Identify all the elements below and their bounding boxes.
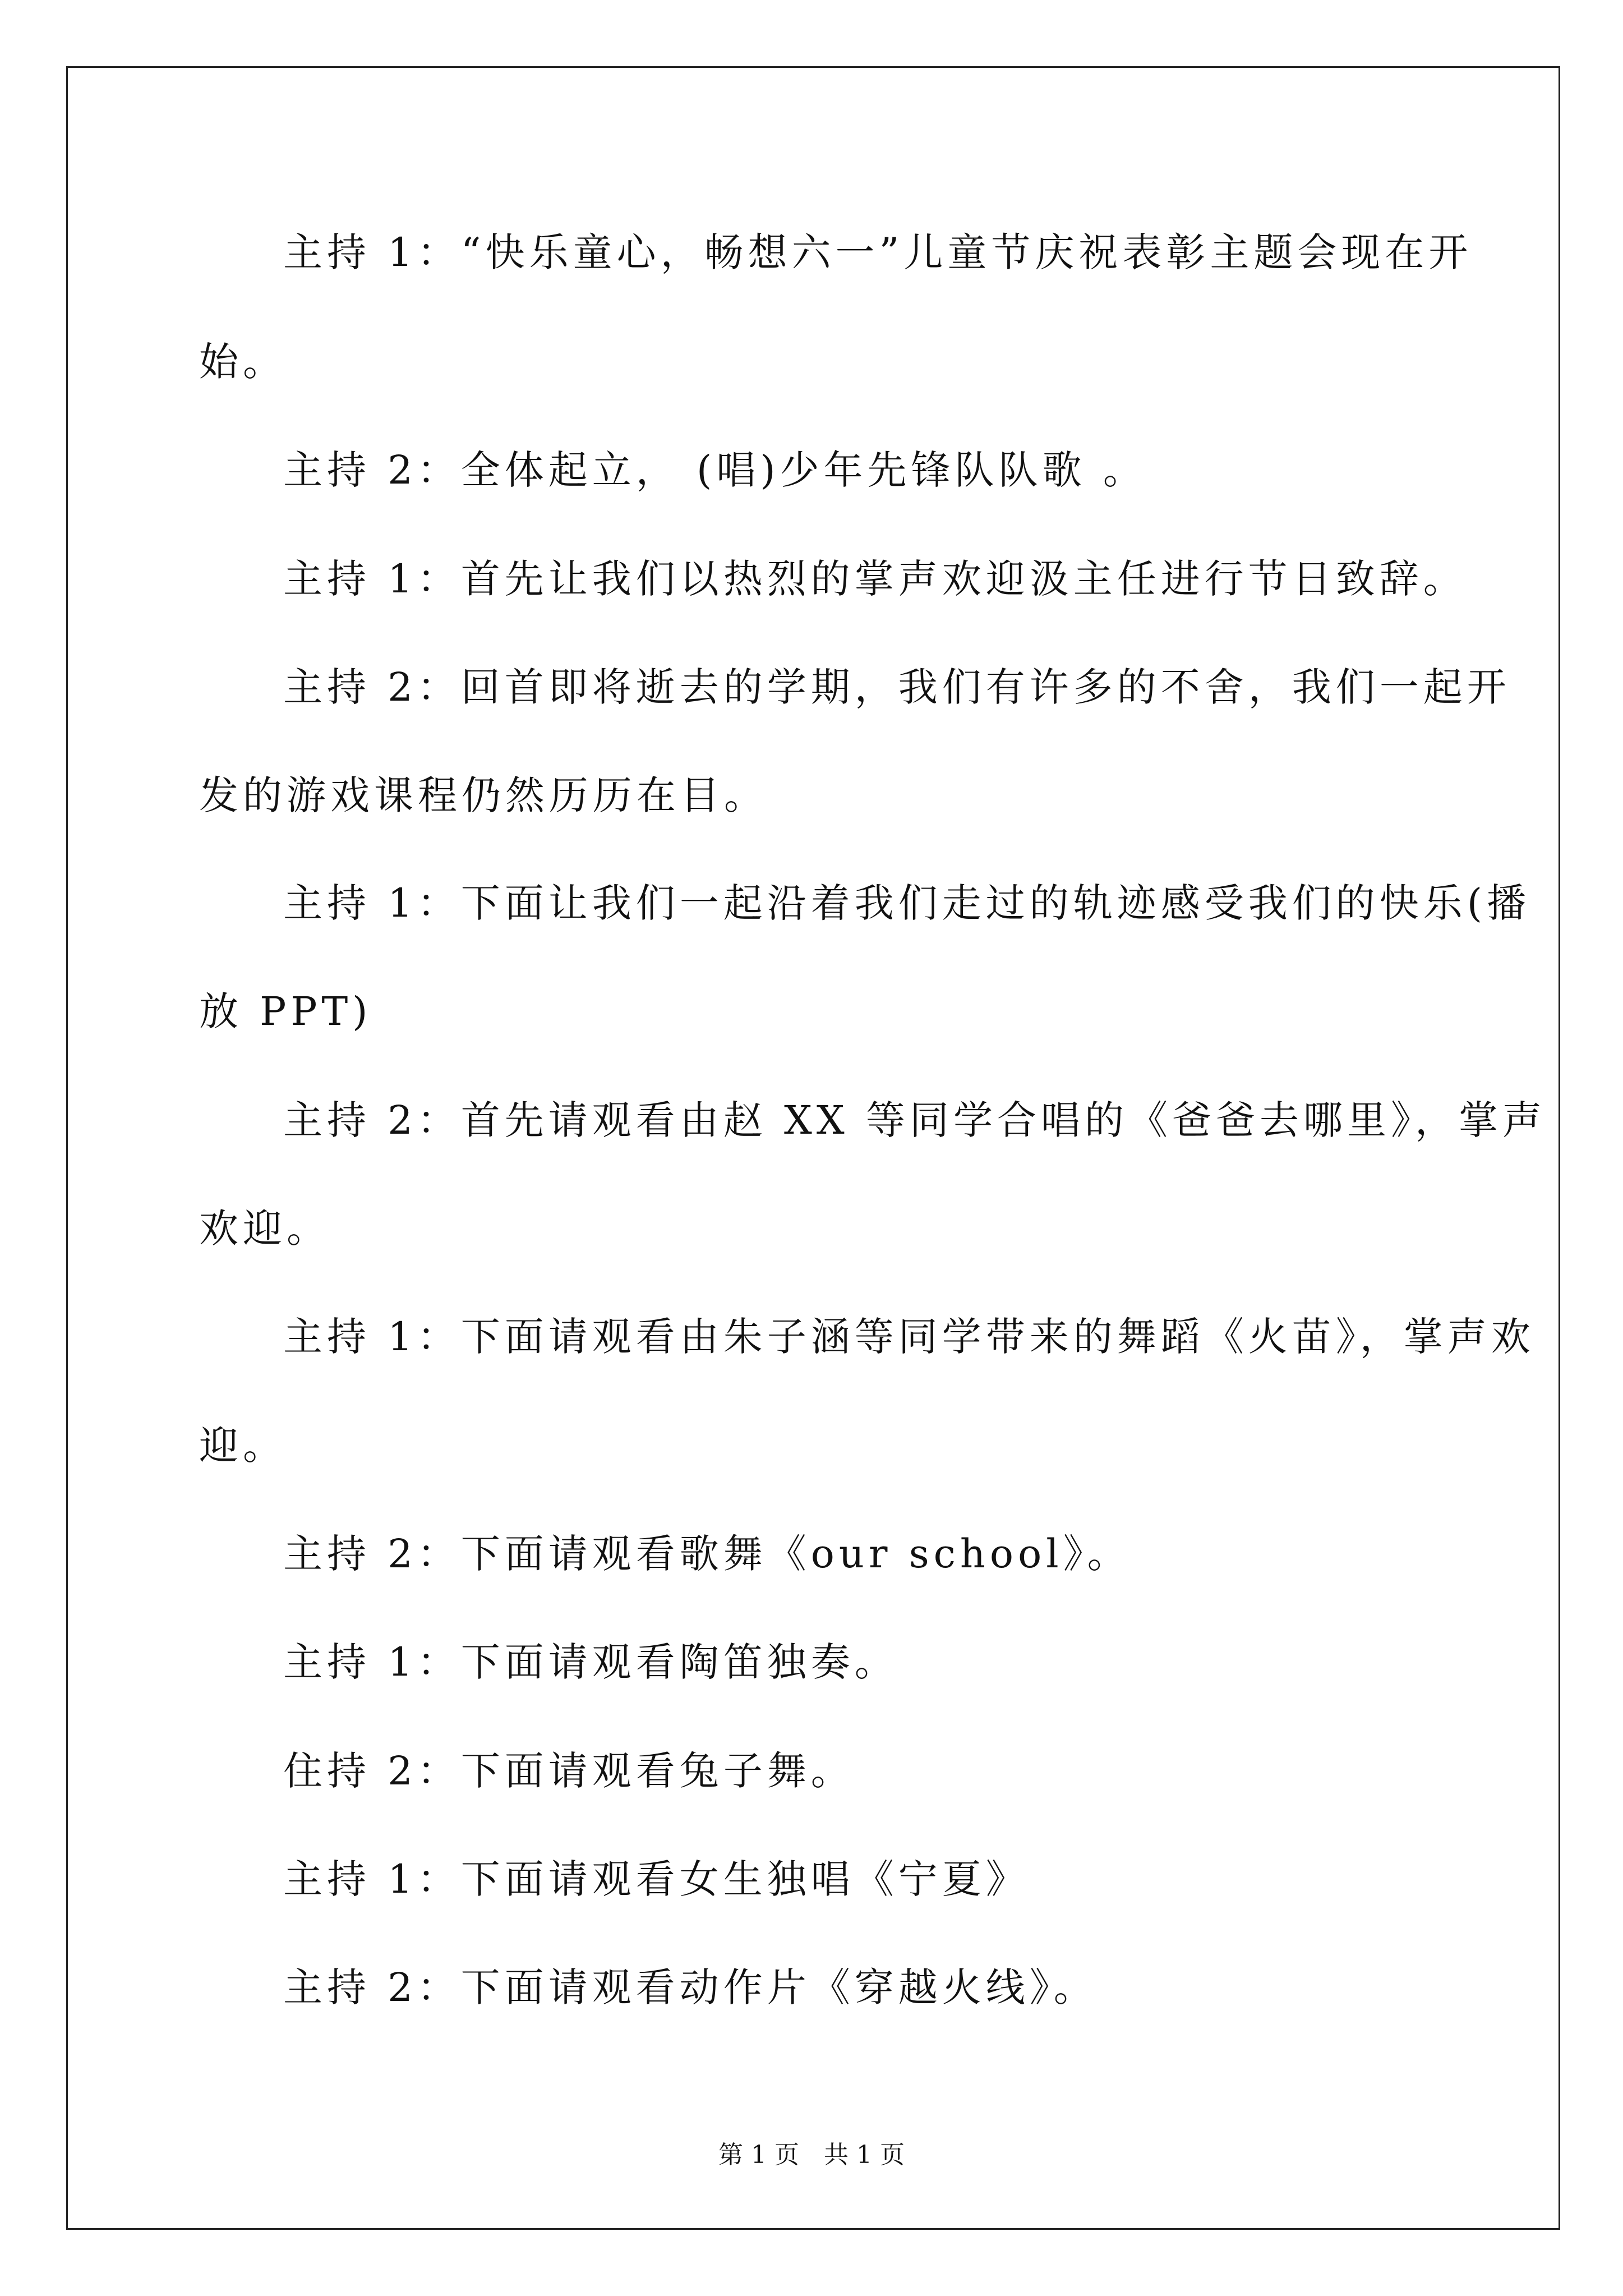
paragraph-line: 主持 1：首先让我们以热烈的掌声欢迎汲主任进行节日致辞。 [283,556,1467,602]
paragraph-line: 主持 2：回首即将逝去的学期，我们有许多的不舍，我们一起开 [283,664,1511,710]
paragraph-line: 迎。 [199,1423,287,1469]
paragraph-line: 主持 2：下面请观看动作片《穿越火线》。 [283,1964,1098,2010]
paragraph-line: 发的游戏课程仍然历历在目。 [199,772,768,818]
paragraph-line: 主持 1：下面请观看陶笛独奏。 [283,1639,898,1685]
paragraph-line: 住持 2：下面请观看兔子舞。 [283,1748,855,1794]
paragraph-line: 主持 1：下面请观看由朱子涵等同学带来的舞蹈《火苗》，掌声欢 [283,1314,1535,1360]
paragraph-line: 主持 1：下面请观看女生独唱《宁夏》 [283,1856,1030,1902]
paragraph-line: 主持 1：“快乐童心，畅想六一”儿童节庆祝表彰主题会现在开 [283,229,1473,275]
paragraph-line: 主持 1：下面让我们一起沿着我们走过的轨迹感受我们的快乐(播 [283,880,1531,926]
paragraph-line: 主持 2：下面请观看歌舞《our school》。 [283,1531,1131,1577]
paragraph-line: 欢迎。 [199,1205,330,1251]
paragraph-line: 主持 2：首先请观看由赵 XX 等同学合唱的《爸爸去哪里》，掌声 [283,1097,1546,1143]
paragraph-line: 主持 2：全体起立， (唱)少年先锋队队歌 。 [283,447,1147,493]
paragraph-line: 放 PPT) [199,988,372,1034]
paragraph-line: 始。 [199,339,287,385]
page-number-footer: 第 1 页 共 1 页 [718,2141,905,2169]
